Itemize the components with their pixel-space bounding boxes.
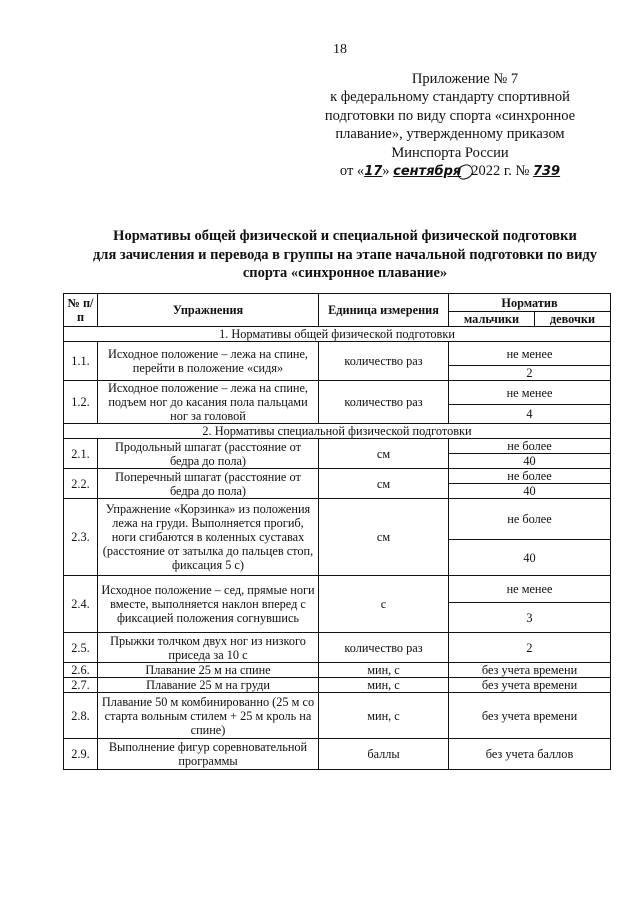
- section-row: [64, 327, 611, 342]
- header-norm: Норматив: [449, 294, 611, 312]
- row-exercise: Плавание 50 м комбинированно (25 м со старта вольным стилем + 25 м кроль на спине): [98, 693, 319, 739]
- row-exercise: Исходное положение – лежа на спине, перейти в положение «сидя»: [98, 342, 319, 381]
- row-norm-value: 3: [449, 603, 611, 633]
- row-exercise: Плавание 25 м на груди: [98, 678, 319, 693]
- row-unit: количество раз: [319, 342, 449, 381]
- row-num: 1.2.: [64, 381, 98, 424]
- table-row: [64, 499, 611, 540]
- row-norm-value: 40: [449, 540, 611, 576]
- row-num: 2.9.: [64, 739, 98, 770]
- table-row: [64, 342, 611, 366]
- header-line-2: к федеральному стандарту спортивной: [330, 89, 570, 106]
- row-exercise: Продольный шпагат (расстояние от бедра до пола): [98, 439, 319, 469]
- title-line-3: спорта «синхронное плавание»: [242, 265, 448, 282]
- row-unit: см: [319, 499, 449, 576]
- table-row: [64, 663, 611, 678]
- row-norm-value: без учета времени: [449, 693, 611, 739]
- row-num: 2.5.: [64, 633, 98, 663]
- appendix-header: [300, 70, 600, 181]
- header-unit: Единица измерения: [319, 294, 449, 327]
- ministry-name: Минспорта России: [391, 144, 509, 161]
- row-exercise: Плавание 25 м на спине: [98, 663, 319, 678]
- row-exercise: Прыжки толчком двух ног из низкого приседа за 10 с: [98, 633, 319, 663]
- header-line-3: подготовки по виду спорта «синхронное: [324, 107, 576, 124]
- header-line-5: [300, 144, 600, 162]
- row-num: 2.4.: [64, 576, 98, 633]
- row-unit: с: [319, 576, 449, 633]
- row-unit: мин, с: [319, 678, 449, 693]
- date-day: 17: [364, 164, 383, 180]
- row-norm-label: не менее: [449, 381, 611, 405]
- row-norm-value: без учета времени: [449, 663, 611, 678]
- row-norm-label: не менее: [449, 342, 611, 366]
- row-norm-value: без учета времени: [449, 678, 611, 693]
- section-title: 1. Нормативы общей физической подготовки: [64, 327, 611, 342]
- title-line-1: Нормативы общей физической и специальной физической подготовки: [113, 228, 577, 244]
- table-row: [64, 739, 611, 770]
- row-unit: см: [319, 469, 449, 499]
- section-title: 2. Нормативы специальной физической подготовки: [64, 424, 611, 439]
- table-row: [64, 576, 611, 603]
- row-num: 2.2.: [64, 469, 98, 499]
- row-num: 2.6.: [64, 663, 98, 678]
- row-norm-value: без учета баллов: [449, 739, 611, 770]
- header-boys: мальчики: [449, 312, 535, 327]
- page-number: 18: [333, 42, 347, 57]
- row-norm-label: не более: [449, 469, 611, 484]
- table-row: [64, 693, 611, 739]
- row-unit: баллы: [319, 739, 449, 770]
- row-num: 1.1.: [64, 342, 98, 381]
- header-num: № п/п: [64, 294, 98, 327]
- header-exercise: Упражнения: [98, 294, 319, 327]
- table-row: [64, 469, 611, 484]
- standards-table: [63, 293, 611, 770]
- row-norm-label: не более: [449, 439, 611, 454]
- date-mid: »: [382, 163, 390, 180]
- row-exercise: Исходное положение – сед, прямые ноги вместе, выполняется наклон вперед с фиксацией положения согнувшись: [98, 576, 319, 633]
- row-norm-value: 40: [449, 484, 611, 499]
- row-unit: мин, с: [319, 693, 449, 739]
- row-unit: количество раз: [319, 633, 449, 663]
- title-line-2: для зачисления и перевода в группы на этапе начальной подготовки по виду: [92, 246, 598, 263]
- row-exercise: Выполнение фигур соревновательной программы: [98, 739, 319, 770]
- table-header-row: [64, 294, 611, 312]
- row-num: 2.7.: [64, 678, 98, 693]
- row-unit: мин, с: [319, 663, 449, 678]
- order-number: 739: [532, 164, 561, 180]
- appendix-label: Приложение № 7: [411, 71, 519, 87]
- row-norm-label: не менее: [449, 576, 611, 603]
- date-month: сентября: [393, 164, 462, 180]
- row-num: 2.1.: [64, 439, 98, 469]
- header-girls: девочки: [535, 312, 611, 327]
- header-line-4: плавание», утвержденному приказом: [335, 126, 565, 143]
- table-row: [64, 439, 611, 454]
- row-unit: см: [319, 439, 449, 469]
- row-num: 2.3.: [64, 499, 98, 576]
- row-exercise: Поперечный шпагат (расстояние от бедра до пола): [98, 469, 319, 499]
- row-norm-value: 4: [449, 405, 611, 424]
- row-norm-value: 2: [449, 633, 611, 663]
- row-exercise: Упражнение «Корзинка» из положения лежа на груди. Выполняется прогиб, ноги сгибаются в коленных суставах (расстояние от затылка до пальцев стоп, фиксация 5 с): [98, 499, 319, 576]
- table-row: [64, 381, 611, 405]
- row-norm-value: 2: [449, 366, 611, 381]
- row-num: 2.8.: [64, 693, 98, 739]
- table-row: [64, 678, 611, 693]
- row-exercise: Исходное положение – лежа на спине, подъем ног до касания пола пальцами ног за головой: [98, 381, 319, 424]
- row-unit: количество раз: [319, 381, 449, 424]
- date-year: 2022 г. №: [471, 163, 530, 180]
- row-norm-value: 40: [449, 454, 611, 469]
- section-row: [64, 424, 611, 439]
- date-prefix: от «: [339, 163, 365, 180]
- table-row: [64, 633, 611, 663]
- order-date-line: [300, 162, 600, 181]
- document-title: [60, 227, 630, 283]
- row-norm-label: не более: [449, 499, 611, 540]
